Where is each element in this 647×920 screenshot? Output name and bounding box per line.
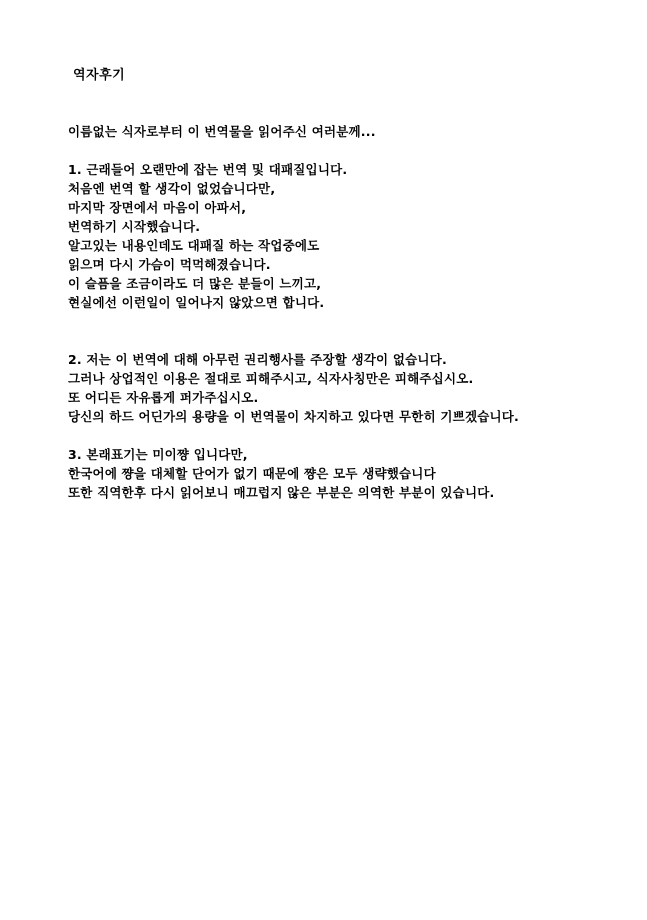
section-1-line: 1. 근래들어 오랜만에 잡는 번역 및 대패질입니다. — [68, 162, 348, 177]
section-1-line: 번역하기 시작했습니다. — [68, 219, 201, 234]
section-2-line: 또 어디든 자유롭게 퍼가주십시오. — [68, 390, 259, 405]
paragraph-gap — [68, 141, 628, 160]
section-2-line: 당신의 하드 어딘가의 용량을 이 번역물이 차지하고 있다면 무한히 기쁘겠습니다. — [68, 409, 519, 424]
section-3 — [68, 445, 628, 502]
section-1-line: 알고있는 내용인데도 대패질 하는 작업중에도 — [68, 238, 320, 253]
section-2 — [68, 350, 628, 426]
section-1-line: 마지막 장면에서 마음이 아파서, — [68, 200, 247, 215]
section-3-line: 한국어에 쨩을 대체할 단어가 없기 때문에 쨩은 모두 생략했습니다 — [68, 466, 436, 481]
section-3-line: 또한 직역한후 다시 읽어보니 매끄럽지 않은 부분은 의역한 부분이 있습니다. — [68, 485, 495, 500]
section-1-line: 이 슬픔을 조금이라도 더 많은 분들이 느끼고, — [68, 276, 322, 291]
section-1-line: 현실에선 이런일이 일어나지 않았으면 합니다. — [68, 295, 325, 310]
paragraph-gap — [68, 426, 628, 445]
greeting-line: 이름없는 식자로부터 이 번역물을 읽어주신 여러분께... — [68, 124, 376, 139]
section-3-line: 3. 본래표기는 미이쨩 입니다만, — [68, 447, 248, 462]
section-1 — [68, 160, 628, 312]
section-1-line: 읽으며 다시 가슴이 먹먹해졌습니다. — [68, 257, 271, 272]
section-1-line: 처음엔 번역 할 생각이 없었습니다만, — [68, 181, 276, 196]
paragraph-gap — [68, 312, 628, 350]
document-body — [68, 122, 628, 502]
section-2-line: 그러나 상업적인 이용은 절대로 피해주시고, 식자사칭만은 피해주십시오. — [68, 371, 474, 386]
section-2-line: 2. 저는 이 번역에 대해 아무런 권리행사를 주장할 생각이 없습니다. — [68, 352, 447, 367]
document-title: 역자후기 — [73, 68, 126, 83]
